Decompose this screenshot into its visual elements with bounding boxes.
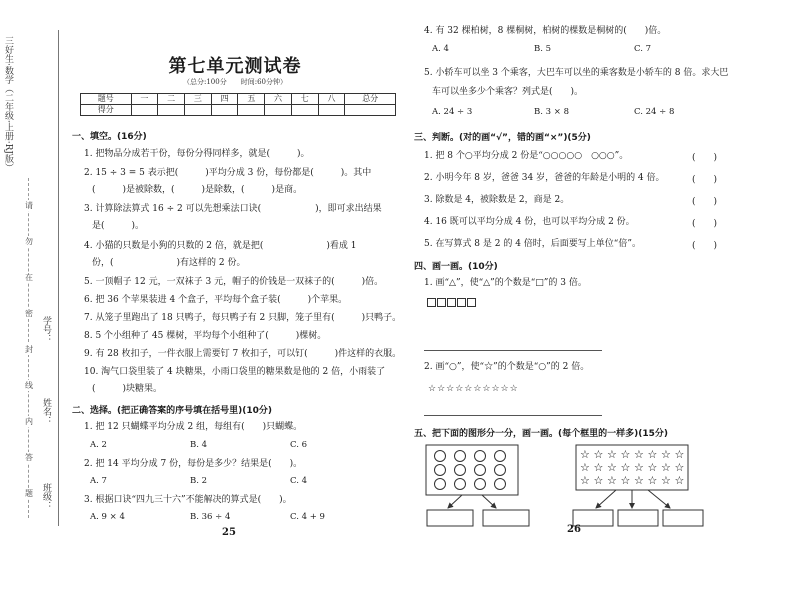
s1-q4b: 份，( )有这样的 2 份。 — [92, 258, 246, 268]
s2-q5a: 5. 小轿车可以坐 3 个乘客，大巴车可以坐的乘客数是小轿车的 8 倍。求大巴 — [424, 68, 729, 78]
row2-cell-0: 得分 — [81, 105, 132, 116]
seal-warning-char: 封 — [25, 345, 33, 354]
row2-cell-1[interactable] — [131, 105, 158, 116]
s4-q1: 1. 画“△”，使“△”的个数是“□”的 3 倍。 — [424, 278, 587, 288]
s1-q2b: ( )是被除数，( )是除数，( )是商。 — [92, 185, 303, 195]
s1-q2a: 2. 15 ÷ 3 = 5 表示把( )平均分成 3 份，每份都是( )。其中 — [84, 168, 372, 178]
s2-q4-opt-b: B. 5 — [534, 44, 552, 54]
s2-q3-opt-b: B. 36 ÷ 4 — [190, 512, 231, 522]
star-shape: ☆ — [607, 448, 617, 461]
star-shape: ☆ — [580, 461, 590, 474]
row2-cell-2[interactable] — [158, 105, 185, 116]
square-shape — [467, 298, 476, 307]
s2-q5-opt-a: A. 24 ÷ 3 — [432, 107, 473, 117]
row2-cell-9[interactable] — [345, 105, 396, 116]
section2-heading: 二、选择。(把正确答案的序号填在括号里)(10分) — [72, 406, 272, 416]
s2-q1-opt-b: B. 4 — [190, 440, 208, 450]
s2-q2: 2. 把 14 平均分成 7 份，每份是多少？结果是( )。 — [84, 459, 303, 469]
row1-cell-6: 六 — [265, 94, 292, 105]
row1-cell-8: 八 — [318, 94, 345, 105]
section5-heading: 五、把下面的图形分一分，画一画。(每个框里的一样多)(15分) — [414, 429, 668, 439]
s2-q2-opt-c: C. 4 — [290, 476, 308, 486]
exam-info: （总分:100分 时间:60分钟） — [183, 78, 287, 86]
circle-shape — [455, 451, 466, 462]
answer-box-2[interactable] — [483, 510, 529, 526]
arrow-left-b — [596, 490, 616, 508]
star-shape: ☆ — [674, 474, 685, 487]
s2-q2-opt-b: B. 2 — [190, 476, 208, 486]
binding-line — [58, 30, 59, 526]
seal-warning-char: 内 — [25, 417, 33, 426]
star-shape: ☆ — [674, 448, 685, 461]
division-diagram — [410, 440, 770, 530]
star-shape: ☆ — [647, 474, 658, 487]
s4-q1-answer-line[interactable] — [424, 350, 602, 351]
s1-q1: 1. 把物品分成若干份，每份分得同样多，就是( )。 — [84, 149, 310, 159]
row1-cell-7: 七 — [291, 94, 318, 105]
circle-shape — [475, 465, 486, 476]
score-table-header-row — [81, 94, 396, 105]
s4-star-row: ☆☆☆☆☆☆☆☆☆☆ — [428, 384, 519, 394]
s2-q5b: 车可以坐多少个乘客？列式是( )。 — [432, 87, 584, 97]
seal-warning-char: 在 — [25, 273, 33, 282]
s2-q4: 4. 有 32 棵柏树，8 棵桐树，柏树的棵数是桐树的( )倍。 — [424, 26, 667, 36]
series-label: 三好生·数学（二年级·上册·RJ版） — [3, 36, 13, 172]
seal-warning-char: 题 — [25, 489, 33, 498]
class-label: 班级： — [41, 483, 51, 510]
circles-group — [426, 445, 529, 526]
star-shape: ☆ — [620, 448, 631, 461]
row1-cell-2: 二 — [158, 94, 185, 105]
arrow-right-b — [648, 490, 670, 508]
row1-cell-3: 三 — [184, 94, 211, 105]
s3-item-4: 4. 16 既可以平均分成 4 份，也可以平均分成 2 份。 — [424, 217, 635, 227]
row2-cell-4[interactable] — [211, 105, 238, 116]
star-shape: ☆ — [634, 474, 644, 487]
s2-q1: 1. 把 12 只蝴蝶平均分成 2 组，每组有( )只蝴蝶。 — [84, 422, 303, 432]
circle-shape — [435, 465, 446, 476]
row1-cell-9: 总分 — [345, 94, 396, 105]
arrow-right-a — [482, 495, 496, 508]
star-shape: ☆ — [634, 448, 644, 461]
s2-q3-opt-c: C. 4 + 9 — [290, 512, 325, 522]
row2-cell-8[interactable] — [318, 105, 345, 116]
s3-answer-2[interactable]: ( ) — [692, 175, 718, 185]
s2-q1-opt-a: A. 2 — [90, 440, 107, 450]
star-shape: ☆ — [661, 474, 671, 487]
row1-cell-5: 五 — [238, 94, 265, 105]
binding-strip — [0, 28, 64, 528]
square-shape — [427, 298, 436, 307]
answer-box-1[interactable] — [427, 510, 473, 526]
s3-item-2: 2. 小明今年 8 岁，爸爸 34 岁，爸爸的年龄是小明的 4 倍。 — [424, 173, 665, 183]
row2-cell-6[interactable] — [265, 105, 292, 116]
circle-shape — [475, 451, 486, 462]
page-number-left: 25 — [222, 527, 236, 538]
circle-shape — [495, 451, 506, 462]
circle-shape — [455, 479, 466, 490]
s3-item-3: 3. 除数是 4，被除数是 2，商是 2。 — [424, 195, 570, 205]
s2-q4-opt-c: C. 7 — [634, 44, 652, 54]
s1-q9: 9. 有 28 枚扣子，一件衣服上需要钉 7 枚扣子，可以钉( )件这样的衣服。 — [84, 349, 402, 359]
row1-cell-1: 一 — [131, 94, 158, 105]
star-shape: ☆ — [674, 461, 685, 474]
circle-shape — [475, 479, 486, 490]
circle-shape — [435, 479, 446, 490]
star-shape: ☆ — [647, 461, 658, 474]
s3-item-1: 1. 把 8 个○平均分成 2 份是“○○○○○ ○○○”。 — [424, 151, 629, 161]
s1-q5: 5. 一顶帽子 12 元，一双袜子 3 元，帽子的价钱是一双袜子的( )倍。 — [84, 277, 384, 287]
star-shape: ☆ — [620, 474, 631, 487]
circle-shape — [495, 465, 506, 476]
circle-shape — [495, 479, 506, 490]
star-shape: ☆ — [580, 448, 590, 461]
s4-q2-answer-line[interactable] — [424, 415, 602, 416]
s2-q4-opt-a: A. 4 — [432, 44, 449, 54]
row1-cell-4: 四 — [211, 94, 238, 105]
score-table — [80, 93, 396, 116]
s2-q5-opt-b: B. 3 × 8 — [534, 107, 569, 117]
s2-q5-opt-c: C. 24 ÷ 8 — [634, 107, 675, 117]
s1-q10a: 10. 淘气口袋里装了 4 块糖果，小雨口袋里的糖果数是他的 2 倍，小雨装了 — [84, 367, 386, 377]
row2-cell-3[interactable] — [184, 105, 211, 116]
s3-item-5: 5. 在写算式 8 是 2 的 4 倍时，后面要写上单位“倍”。 — [424, 239, 641, 249]
star-shape: ☆ — [661, 461, 671, 474]
section4-heading: 四、画一画。(10分) — [414, 262, 498, 272]
s1-q3a: 3. 计算除法算式 16 ÷ 2 可以先想乘法口诀( )，即可求出结果 — [84, 204, 382, 214]
s1-q10b: ( )块糖果。 — [92, 384, 163, 394]
row2-cell-7[interactable] — [291, 105, 318, 116]
student-name-label: 姓名： — [41, 398, 51, 425]
s3-answer-5[interactable]: ( ) — [692, 241, 718, 251]
s1-q7: 7. 从笼子里跑出了 18 只鸭子，每只鸭子有 2 只脚，笼子里有( )只鸭子。 — [84, 313, 402, 323]
answer-box-5[interactable] — [663, 510, 703, 526]
s2-q1-opt-c: C. 6 — [290, 440, 308, 450]
square-shape — [447, 298, 456, 307]
section1-heading: 一、填空。(16分) — [72, 132, 147, 142]
s3-answer-3[interactable]: ( ) — [692, 197, 718, 207]
s3-answer-4[interactable]: ( ) — [692, 219, 718, 229]
square-shape — [437, 298, 446, 307]
s3-answer-1[interactable]: ( ) — [692, 153, 718, 163]
s1-q3b: 是( )。 — [92, 221, 145, 231]
star-shape: ☆ — [593, 448, 604, 461]
row2-cell-5[interactable] — [238, 105, 265, 116]
page-number-right: 26 — [567, 524, 581, 535]
row1-cell-0: 题号 — [81, 94, 132, 105]
s1-q8: 8. 5 个小组种了 45 棵树，平均每个小组种了( )棵树。 — [84, 331, 327, 341]
s2-q3: 3. 根据口诀“四九三十六”不能解决的算式是( )。 — [84, 495, 292, 505]
seal-warning-char: 密 — [25, 309, 33, 318]
star-shape: ☆ — [593, 474, 604, 487]
s1-q4a: 4. 小猫的只数是小狗的只数的 2 倍，就是把( )看成 1 — [84, 241, 357, 251]
star-shape: ☆ — [634, 461, 644, 474]
s2-q3-opt-a: A. 9 × 4 — [90, 512, 125, 522]
page-title: 第七单元测试卷 — [168, 56, 302, 77]
answer-box-4[interactable] — [618, 510, 658, 526]
s2-q2-opt-a: A. 7 — [90, 476, 107, 486]
section3-heading: 三、判断。(对的画“√”，错的画“×”)(5分) — [414, 133, 591, 143]
score-table-score-row — [81, 105, 396, 116]
s1-q6: 6. 把 36 个苹果装进 4 个盒子，平均每个盒子装( )个苹果。 — [84, 295, 348, 305]
student-id-label: 学号： — [41, 316, 51, 343]
star-shape: ☆ — [607, 474, 617, 487]
seal-warning-char: 线 — [25, 381, 33, 390]
seal-warning-char: 答 — [25, 453, 33, 462]
circle-shape — [455, 465, 466, 476]
square-shape — [457, 298, 466, 307]
star-shape: ☆ — [620, 461, 631, 474]
star-shape: ☆ — [607, 461, 617, 474]
s4-q2: 2. 画“○”，使“☆”的个数是“○”的 2 倍。 — [424, 362, 590, 372]
star-shape: ☆ — [580, 474, 590, 487]
arrow-left-a — [448, 495, 462, 508]
seal-warning-char: 请 — [25, 201, 33, 210]
star-shape: ☆ — [647, 448, 658, 461]
seal-warning-char: 勿 — [25, 237, 33, 246]
circle-shape — [435, 451, 446, 462]
star-shape: ☆ — [661, 448, 671, 461]
star-shape: ☆ — [593, 461, 604, 474]
